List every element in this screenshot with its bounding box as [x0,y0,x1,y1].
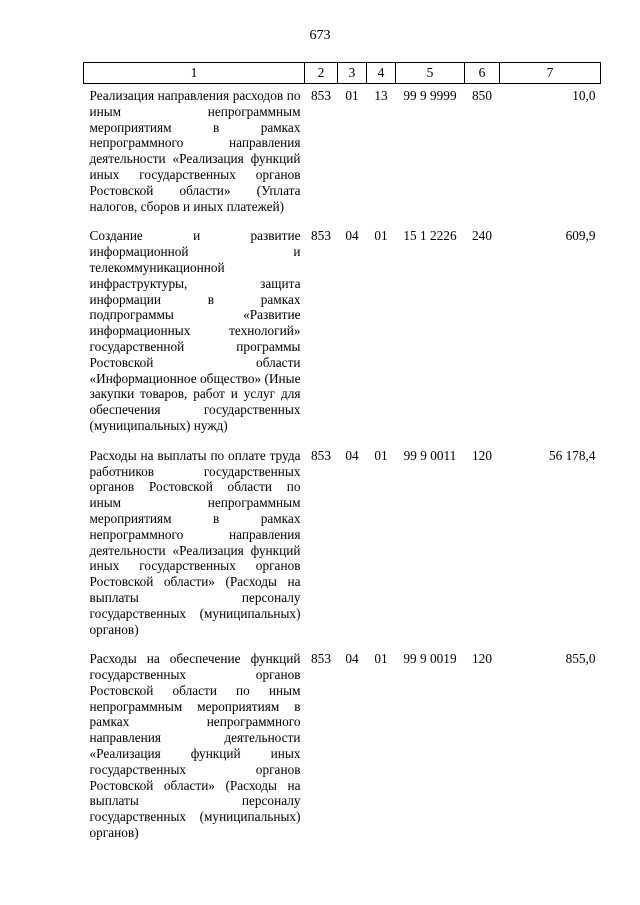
row-expense-type: 240 [472,228,492,244]
row-amount: 56 178,4 [548,447,596,463]
row-target-article: 15 1 2226 [403,228,457,244]
row-expense-type: 120 [472,447,492,463]
table-row [84,434,601,638]
row-description: Расходы на выплаты по оплате труда работников государственных органов Ростовской области по иным непрограммным мероприятиям в рамках непрограммного направления деятельности «Реализация функций иных государственных органов Ростовской области» (Расходы на выплаты персоналу государственных (муниципальных) органов) [89,447,301,637]
row-description: Расходы на обеспечение функций государственных органов Ростовской области по иным непрограммным мероприятиям в рамках непрограммного направления деятельности «Реализация функций иных государственных органов Ростовской области» (Расходы на выплаты персоналу государственных (муниципальных) органов) [89,651,301,841]
row-amount: 10,0 [572,88,596,103]
column-header-5: 5 [396,63,465,84]
row-subsection-code: 13 [374,88,388,103]
row-ministry-code: 853 [311,447,331,463]
row-description: Реализация направления расходов по иным непрограммным мероприятиям в рамках непрограммного направления деятельности «Реализация функций иных государственных органов Ростовской области» (Уплата налогов, сборов и иных платежей) [89,88,301,214]
table-row [84,214,601,433]
row-target-article: 99 9 0019 [403,651,457,667]
column-header-7: 7 [500,63,601,84]
row-expense-type: 120 [472,651,492,667]
table-row [84,84,601,215]
row-section-code: 01 [345,88,359,103]
row-ministry-code: 853 [311,651,331,667]
table-header-row [84,63,601,84]
row-section-code: 04 [345,228,359,244]
page-number: 673 [309,28,331,43]
row-target-article: 99 9 0011 [403,447,457,463]
row-section-code: 04 [345,651,359,667]
column-header-1: 1 [84,63,305,84]
column-header-3: 3 [338,63,367,84]
row-subsection-code: 01 [374,447,388,463]
row-amount: 855,0 [565,651,596,667]
row-section-code: 04 [345,447,359,463]
row-ministry-code: 853 [311,88,331,103]
budget-table [83,62,601,841]
table-row [84,637,601,841]
row-amount: 609,9 [565,228,596,244]
row-description: Создание и развитие информационной и телекоммуникационной инфраструктуры, защита информации в рамках подпрограммы «Развитие информационных технологий» государственной программы Ростовской области «Информационное общество» (Иные закупки товаров, работ и услуг для обеспечения государственных (муниципальных) нужд) [89,228,301,433]
row-expense-type: 850 [472,88,492,103]
column-header-4: 4 [367,63,396,84]
column-header-6: 6 [465,63,500,84]
row-subsection-code: 01 [374,651,388,667]
row-target-article: 99 9 9999 [403,88,457,103]
row-ministry-code: 853 [311,228,331,244]
row-subsection-code: 01 [374,228,388,244]
column-header-2: 2 [305,63,338,84]
